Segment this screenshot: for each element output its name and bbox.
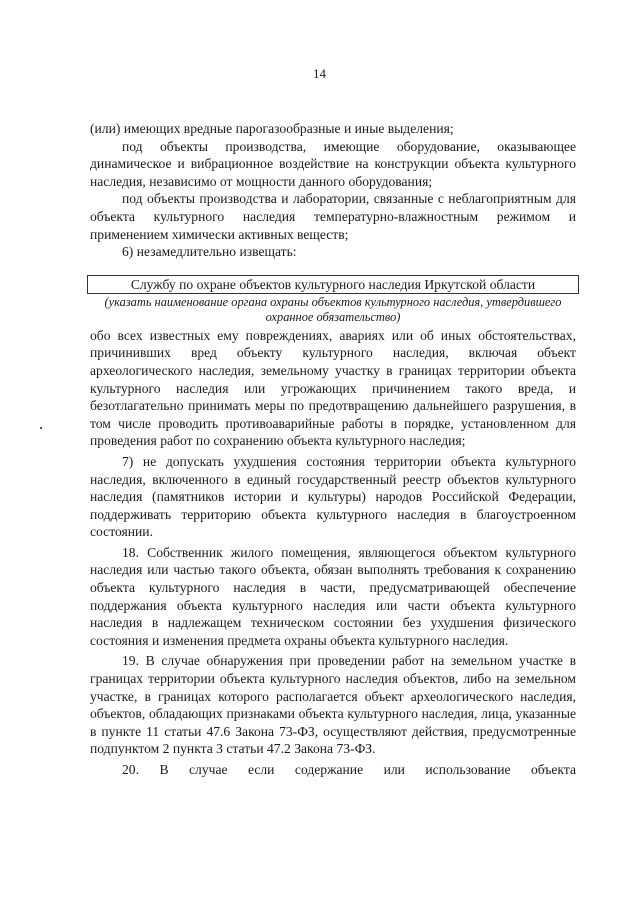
paragraph-19: 19. В случае обнаружения при проведении работ на земельном участке в границах территории объекта культурного наследия объектов, либо на земельном участке, в границах которого располагается объект археологического наследия, объектов, обладающих признаками объекта культурного наследия, лица, указанные в пункте 11 статьи 47.6 Закона 73-ФЗ, осуществляют действия, предусмотренные подпунктом 2 пункта 3 статьи 47.2 Закона 73-ФЗ. — [90, 653, 576, 757]
page-number: 14 — [313, 66, 326, 81]
paragraph-laboratories: под объекты производства и лаборатории, связанные с неблагоприятным для объекта культурного наследия температурно-влажностным режимом и применением химически активных веществ; — [90, 191, 576, 242]
paragraph-item-7: 7) не допускать ухудшения состояния территории объекта культурного наследия, включенного в единый государственный реестр объектов культурного наследия (памятников истории и культуры) народов Российской Федерации, поддерживать территорию объекта культурного наследия в благоустроенном состоянии. — [90, 453, 576, 540]
scan-speck — [40, 427, 42, 429]
paragraph-18: 18. Собственник жилого помещения, являющегося объектом культурного наследия или частью такого объекта, обязан выполнять требования к сохранению объекта культурного наследия в части, предусматривающей обеспечение поддержания объекта культурного наследия или части объекта культурного наследия в надлежащем техническом состоянии без ухудшения физического состояния и изменения предмета охраны объекта культурного наследия. — [90, 544, 576, 648]
paragraph-20: 20. В случае если содержание или использование объекта — [122, 762, 576, 777]
authority-field: Службу по охране объектов культурного наследия Иркутской области — [87, 275, 579, 294]
paragraph-intro: (или) имеющих вредные парогазообразные и иные выделения; — [90, 121, 454, 136]
paragraph-notification: обо всех известных ему повреждениях, авариях или об иных обстоятельствах, причинивших вред объекту культурного наследия, включая объект археологического наследия, земельному участку в границах территории объекта культурного наследия или угрожающих причинением такого вреда, и безотлагательно принимать меры по предотвращению дальнейшего разрушения, в том числе проводить противоаварийные работы в порядке, установленном для проведения работ по сохранению объекта культурного наследия; — [90, 327, 576, 449]
paragraph-item-6: 6) незамедлительно извещать: — [122, 244, 297, 260]
paragraph-dynamic-equipment: под объекты производства, имеющие оборудование, оказывающее динамическое и вибрационное воздействие на конструкции объекта культурного наследия, независимо от мощности данного оборудования; — [90, 138, 576, 189]
document-body — [90, 120, 576, 779]
authority-field-hint: (указать наименование органа охраны объектов культурного наследия, утвердившего охранное обязательство) — [104, 294, 562, 324]
